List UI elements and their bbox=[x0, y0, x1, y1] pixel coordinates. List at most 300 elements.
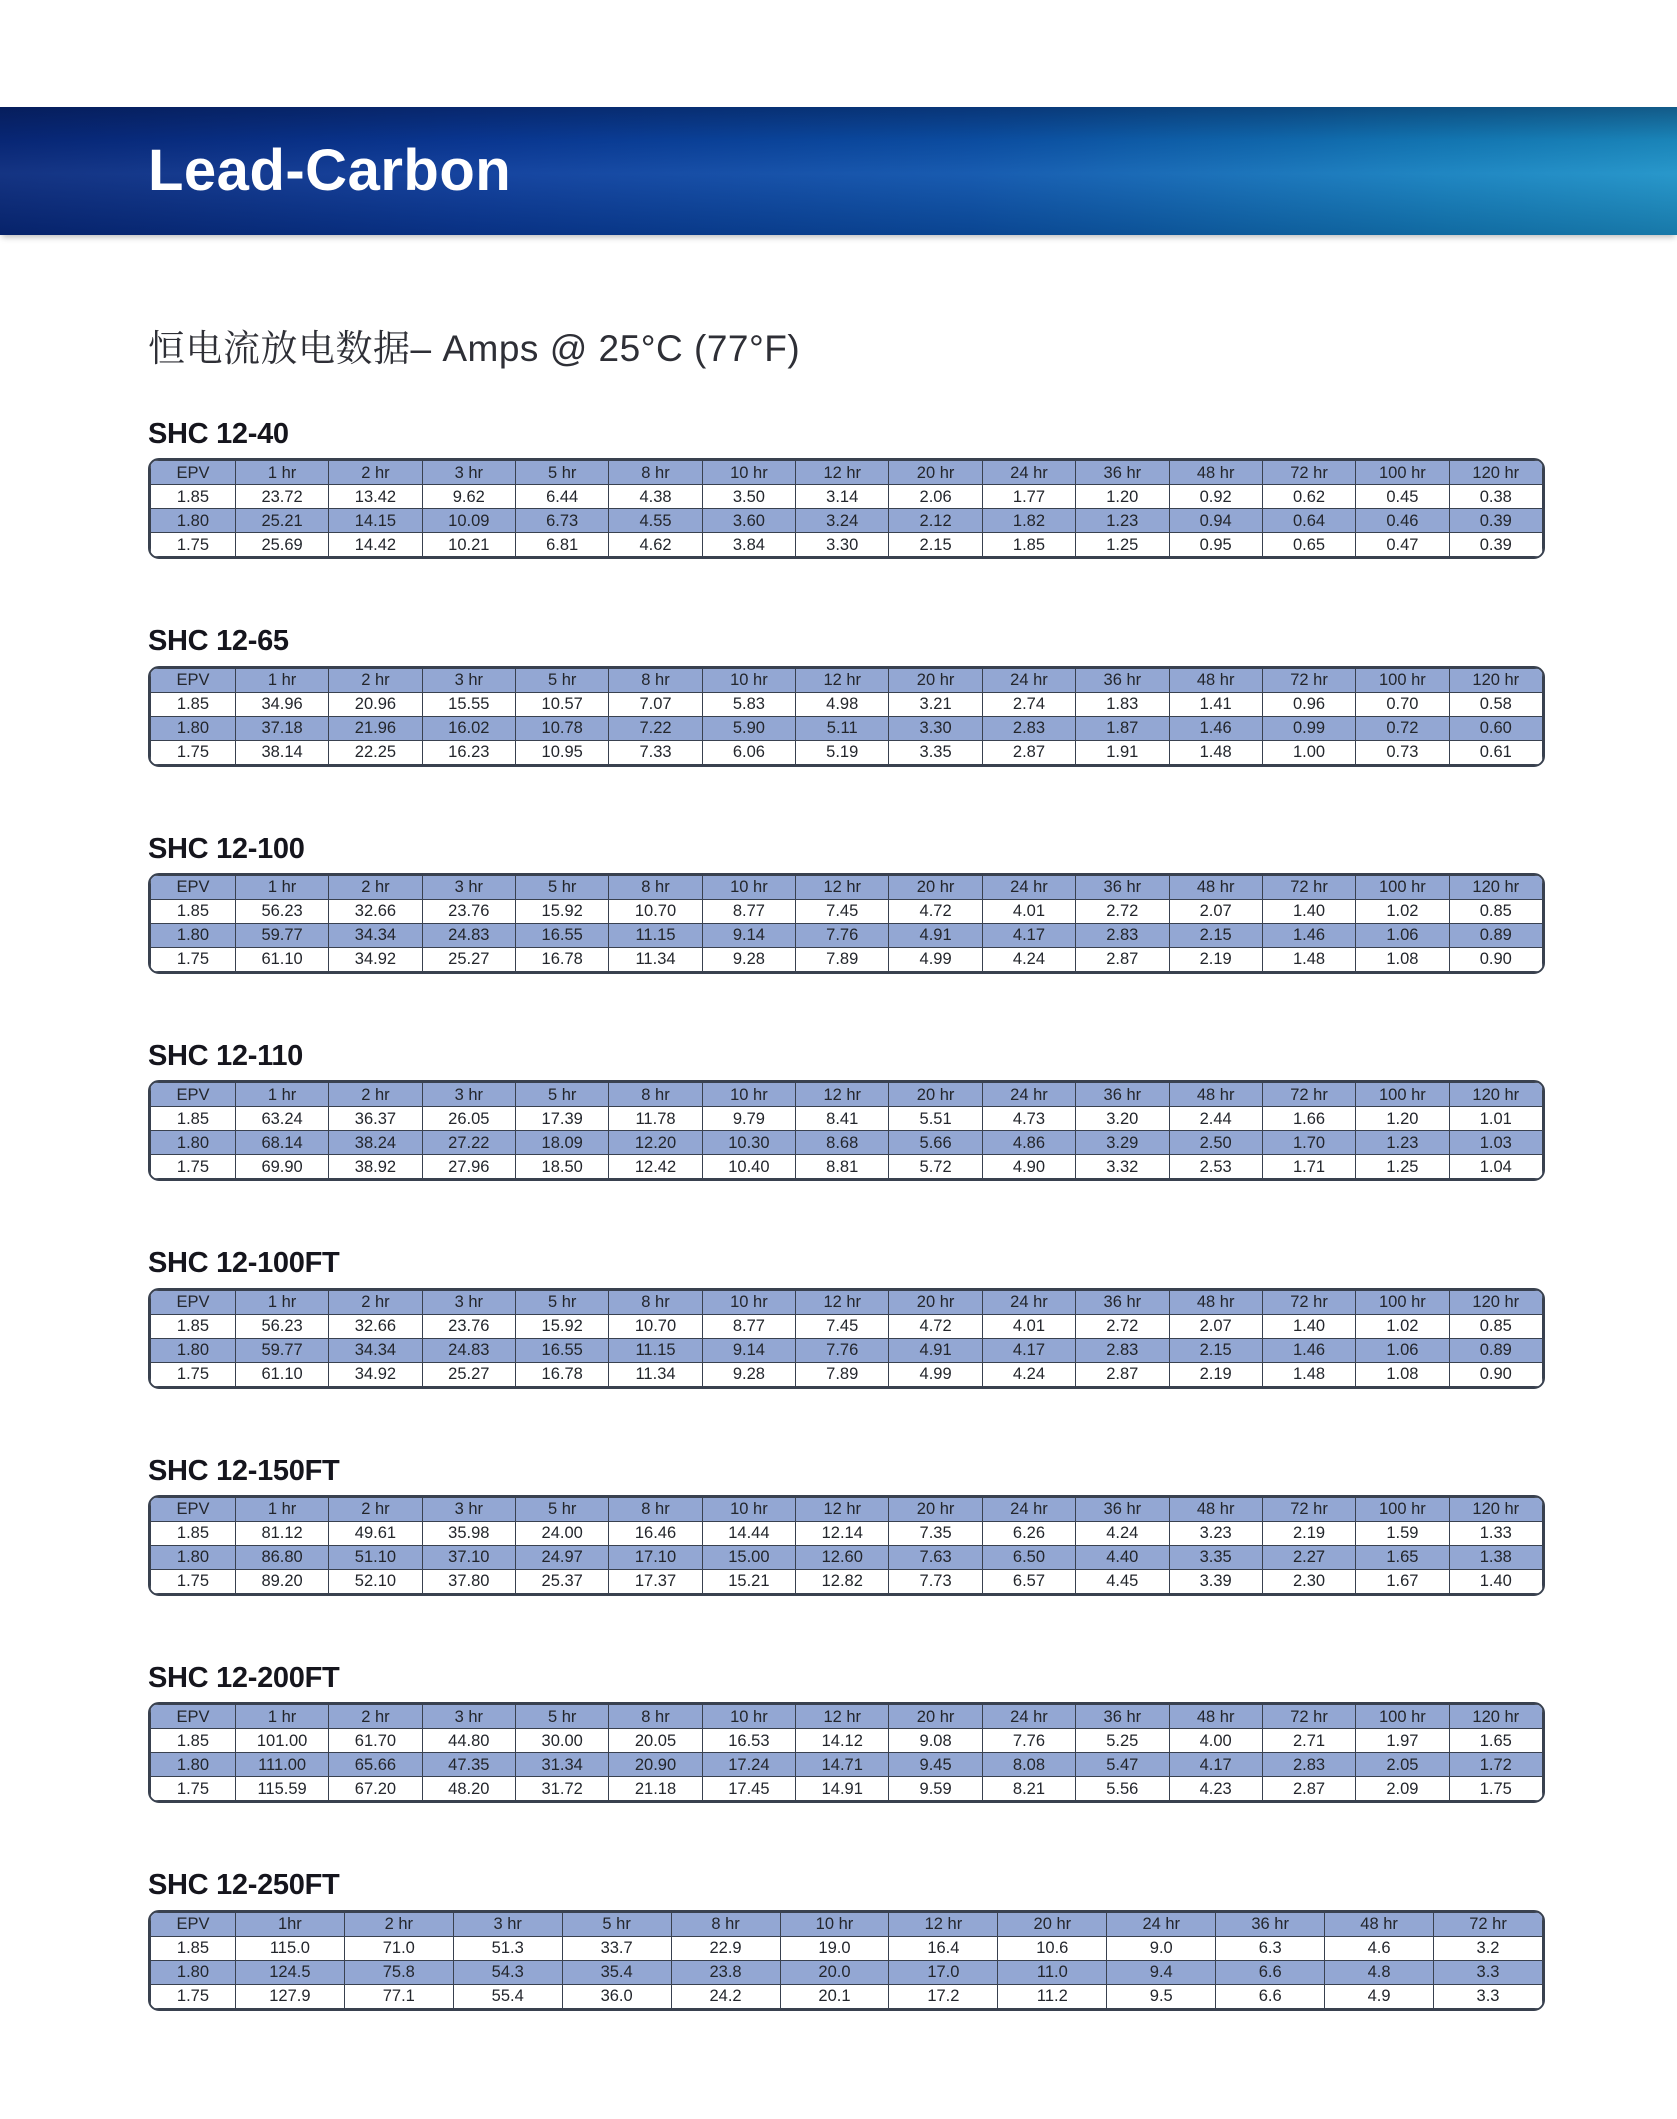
value-cell: 35.98 bbox=[422, 1522, 515, 1546]
column-header-cell: 1 hr bbox=[235, 461, 328, 485]
value-cell: 14.42 bbox=[329, 533, 422, 557]
value-cell: 32.66 bbox=[329, 900, 422, 924]
value-cell: 5.72 bbox=[889, 1155, 982, 1179]
value-cell: 1.40 bbox=[1449, 1570, 1542, 1594]
value-cell: 2.87 bbox=[1076, 1362, 1169, 1386]
value-cell: 6.44 bbox=[515, 485, 608, 509]
value-cell: 5.47 bbox=[1076, 1753, 1169, 1777]
discharge-data-table bbox=[150, 460, 1543, 557]
value-cell: 1.23 bbox=[1076, 509, 1169, 533]
value-cell: 6.81 bbox=[515, 533, 608, 557]
value-cell: 1.72 bbox=[1449, 1753, 1542, 1777]
value-cell: 11.15 bbox=[609, 1338, 702, 1362]
value-cell: 17.0 bbox=[889, 1960, 998, 1984]
value-cell: 34.92 bbox=[329, 948, 422, 972]
value-cell: 89.20 bbox=[235, 1570, 328, 1594]
value-cell: 2.19 bbox=[1169, 1362, 1262, 1386]
section-heading: 恒电流放电数据– Amps @ 25°C (77°F) bbox=[148, 328, 801, 369]
value-cell: 24.00 bbox=[515, 1522, 608, 1546]
value-cell: 127.9 bbox=[235, 1984, 344, 2008]
column-header-cell: 36 hr bbox=[1216, 1912, 1325, 1936]
value-cell: 55.4 bbox=[453, 1984, 562, 2008]
value-cell: 16.23 bbox=[422, 740, 515, 764]
value-cell: 1.97 bbox=[1356, 1729, 1449, 1753]
column-header-cell: 20 hr bbox=[889, 876, 982, 900]
value-cell: 5.51 bbox=[889, 1107, 982, 1131]
column-header-cell: 36 hr bbox=[1076, 876, 1169, 900]
value-cell: 16.53 bbox=[702, 1729, 795, 1753]
value-cell: 11.78 bbox=[609, 1107, 702, 1131]
column-header-cell: 10 hr bbox=[702, 876, 795, 900]
value-cell: 2.83 bbox=[1076, 1338, 1169, 1362]
value-cell: 25.69 bbox=[235, 533, 328, 557]
value-cell: 0.58 bbox=[1449, 692, 1542, 716]
value-cell: 7.45 bbox=[796, 1314, 889, 1338]
value-cell: 6.6 bbox=[1216, 1984, 1325, 2008]
value-cell: 4.45 bbox=[1076, 1570, 1169, 1594]
value-cell: 9.62 bbox=[422, 485, 515, 509]
value-cell: 20.1 bbox=[780, 1984, 889, 2008]
data-row bbox=[151, 1960, 1543, 1984]
value-cell: 12.42 bbox=[609, 1155, 702, 1179]
value-cell: 16.46 bbox=[609, 1522, 702, 1546]
value-cell: 13.42 bbox=[329, 485, 422, 509]
table-title: SHC 12-200FT bbox=[148, 1662, 340, 1695]
column-header-cell: 5 hr bbox=[515, 876, 608, 900]
column-header-cell: 1 hr bbox=[235, 1705, 328, 1729]
header-row bbox=[151, 668, 1543, 692]
epv-cell: 1.75 bbox=[151, 1362, 236, 1386]
value-cell: 63.24 bbox=[235, 1107, 328, 1131]
header-row bbox=[151, 1083, 1543, 1107]
value-cell: 4.17 bbox=[982, 924, 1075, 948]
discharge-data-table bbox=[150, 1704, 1543, 1801]
value-cell: 1.83 bbox=[1076, 692, 1169, 716]
value-cell: 26.05 bbox=[422, 1107, 515, 1131]
value-cell: 5.66 bbox=[889, 1131, 982, 1155]
value-cell: 1.91 bbox=[1076, 740, 1169, 764]
table-title: SHC 12-250FT bbox=[148, 1869, 340, 1902]
value-cell: 0.85 bbox=[1449, 900, 1542, 924]
value-cell: 4.72 bbox=[889, 900, 982, 924]
column-header-cell: 5 hr bbox=[515, 1290, 608, 1314]
value-cell: 2.30 bbox=[1262, 1570, 1355, 1594]
column-header-cell: 24 hr bbox=[982, 1705, 1075, 1729]
value-cell: 38.24 bbox=[329, 1131, 422, 1155]
value-cell: 1.41 bbox=[1169, 692, 1262, 716]
epv-cell: 1.80 bbox=[151, 1546, 236, 1570]
value-cell: 0.62 bbox=[1262, 485, 1355, 509]
column-header-cell: 120 hr bbox=[1449, 668, 1542, 692]
value-cell: 54.3 bbox=[453, 1960, 562, 1984]
value-cell: 30.00 bbox=[515, 1729, 608, 1753]
value-cell: 2.87 bbox=[982, 740, 1075, 764]
column-header-cell: 10 hr bbox=[702, 1498, 795, 1522]
column-header-cell: 72 hr bbox=[1262, 1498, 1355, 1522]
column-header-cell: 120 hr bbox=[1449, 461, 1542, 485]
epv-cell: 1.75 bbox=[151, 1155, 236, 1179]
column-header-cell: 1 hr bbox=[235, 668, 328, 692]
data-row bbox=[151, 1107, 1543, 1131]
column-header-cell: 72 hr bbox=[1262, 1705, 1355, 1729]
column-header-cell: 48 hr bbox=[1325, 1912, 1434, 1936]
value-cell: 9.14 bbox=[702, 924, 795, 948]
value-cell: 2.15 bbox=[889, 533, 982, 557]
table-wrapper bbox=[148, 666, 1545, 767]
value-cell: 9.59 bbox=[889, 1777, 982, 1801]
value-cell: 24.2 bbox=[671, 1984, 780, 2008]
value-cell: 2.19 bbox=[1262, 1522, 1355, 1546]
value-cell: 7.76 bbox=[796, 1338, 889, 1362]
value-cell: 3.3 bbox=[1434, 1984, 1543, 2008]
value-cell: 3.35 bbox=[1169, 1546, 1262, 1570]
column-header-cell: 10 hr bbox=[702, 1083, 795, 1107]
column-header-cell: 100 hr bbox=[1356, 876, 1449, 900]
value-cell: 4.9 bbox=[1325, 1984, 1434, 2008]
value-cell: 61.70 bbox=[329, 1729, 422, 1753]
column-header-cell: 10 hr bbox=[702, 461, 795, 485]
column-header-cell: 12 hr bbox=[796, 1498, 889, 1522]
value-cell: 2.12 bbox=[889, 509, 982, 533]
header-row bbox=[151, 876, 1543, 900]
value-cell: 17.37 bbox=[609, 1570, 702, 1594]
header-row bbox=[151, 1498, 1543, 1522]
table-section bbox=[148, 1247, 1545, 1388]
value-cell: 14.91 bbox=[796, 1777, 889, 1801]
content-area bbox=[148, 318, 1545, 2077]
value-cell: 56.23 bbox=[235, 900, 328, 924]
value-cell: 1.01 bbox=[1449, 1107, 1542, 1131]
value-cell: 4.99 bbox=[889, 1362, 982, 1386]
value-cell: 25.27 bbox=[422, 948, 515, 972]
value-cell: 4.55 bbox=[609, 509, 702, 533]
value-cell: 115.0 bbox=[235, 1936, 344, 1960]
value-cell: 1.40 bbox=[1262, 900, 1355, 924]
value-cell: 4.72 bbox=[889, 1314, 982, 1338]
value-cell: 3.2 bbox=[1434, 1936, 1543, 1960]
column-header-cell: 10 hr bbox=[702, 1290, 795, 1314]
value-cell: 8.81 bbox=[796, 1155, 889, 1179]
value-cell: 20.90 bbox=[609, 1753, 702, 1777]
value-cell: 15.55 bbox=[422, 692, 515, 716]
column-header-cell: 72 hr bbox=[1262, 461, 1355, 485]
value-cell: 1.82 bbox=[982, 509, 1075, 533]
value-cell: 4.01 bbox=[982, 900, 1075, 924]
value-cell: 2.72 bbox=[1076, 900, 1169, 924]
data-row bbox=[151, 692, 1543, 716]
value-cell: 3.50 bbox=[702, 485, 795, 509]
epv-cell: 1.75 bbox=[151, 1777, 236, 1801]
column-header-cell: EPV bbox=[151, 668, 236, 692]
value-cell: 2.53 bbox=[1169, 1155, 1262, 1179]
value-cell: 4.91 bbox=[889, 924, 982, 948]
value-cell: 1.46 bbox=[1262, 924, 1355, 948]
value-cell: 47.35 bbox=[422, 1753, 515, 1777]
value-cell: 37.80 bbox=[422, 1570, 515, 1594]
value-cell: 0.90 bbox=[1449, 1362, 1542, 1386]
value-cell: 17.24 bbox=[702, 1753, 795, 1777]
value-cell: 2.19 bbox=[1169, 948, 1262, 972]
value-cell: 17.45 bbox=[702, 1777, 795, 1801]
epv-cell: 1.80 bbox=[151, 509, 236, 533]
value-cell: 14.15 bbox=[329, 509, 422, 533]
value-cell: 10.30 bbox=[702, 1131, 795, 1155]
value-cell: 11.15 bbox=[609, 924, 702, 948]
data-row bbox=[151, 485, 1543, 509]
column-header-cell: 100 hr bbox=[1356, 1290, 1449, 1314]
column-header-cell: 48 hr bbox=[1169, 461, 1262, 485]
value-cell: 0.61 bbox=[1449, 740, 1542, 764]
value-cell: 3.30 bbox=[796, 533, 889, 557]
value-cell: 1.23 bbox=[1356, 1131, 1449, 1155]
column-header-cell: 10 hr bbox=[702, 1705, 795, 1729]
column-header-cell: 20 hr bbox=[889, 1290, 982, 1314]
value-cell: 12.20 bbox=[609, 1131, 702, 1155]
tables-container bbox=[148, 418, 1545, 2011]
value-cell: 9.14 bbox=[702, 1338, 795, 1362]
value-cell: 10.09 bbox=[422, 509, 515, 533]
value-cell: 77.1 bbox=[344, 1984, 453, 2008]
value-cell: 1.20 bbox=[1076, 485, 1169, 509]
column-header-cell: 3 hr bbox=[422, 1290, 515, 1314]
column-header-cell: 72 hr bbox=[1262, 668, 1355, 692]
epv-cell: 1.80 bbox=[151, 1960, 236, 1984]
table-wrapper bbox=[148, 458, 1545, 559]
value-cell: 49.61 bbox=[329, 1522, 422, 1546]
discharge-data-table bbox=[150, 1082, 1543, 1179]
value-cell: 1.04 bbox=[1449, 1155, 1542, 1179]
table-section bbox=[148, 1040, 1545, 1181]
table-section bbox=[148, 1455, 1545, 1596]
value-cell: 23.76 bbox=[422, 900, 515, 924]
discharge-data-table bbox=[150, 875, 1543, 972]
column-header-cell: 3 hr bbox=[422, 668, 515, 692]
value-cell: 6.6 bbox=[1216, 1960, 1325, 1984]
epv-cell: 1.85 bbox=[151, 1729, 236, 1753]
value-cell: 3.23 bbox=[1169, 1522, 1262, 1546]
column-header-cell: 36 hr bbox=[1076, 1290, 1169, 1314]
value-cell: 27.96 bbox=[422, 1155, 515, 1179]
value-cell: 27.22 bbox=[422, 1131, 515, 1155]
value-cell: 10.40 bbox=[702, 1155, 795, 1179]
value-cell: 4.86 bbox=[982, 1131, 1075, 1155]
value-cell: 0.39 bbox=[1449, 533, 1542, 557]
column-header-cell: 120 hr bbox=[1449, 876, 1542, 900]
value-cell: 2.83 bbox=[1262, 1753, 1355, 1777]
column-header-cell: 20 hr bbox=[889, 1705, 982, 1729]
column-header-cell: 8 hr bbox=[609, 1083, 702, 1107]
value-cell: 24.97 bbox=[515, 1546, 608, 1570]
epv-cell: 1.75 bbox=[151, 740, 236, 764]
value-cell: 1.02 bbox=[1356, 1314, 1449, 1338]
value-cell: 0.70 bbox=[1356, 692, 1449, 716]
column-header-cell: 1 hr bbox=[235, 1083, 328, 1107]
data-row bbox=[151, 1522, 1543, 1546]
value-cell: 0.64 bbox=[1262, 509, 1355, 533]
value-cell: 4.73 bbox=[982, 1107, 1075, 1131]
table-section bbox=[148, 625, 1545, 766]
value-cell: 59.77 bbox=[235, 1338, 328, 1362]
column-header-cell: 8 hr bbox=[609, 1705, 702, 1729]
column-header-cell: 120 hr bbox=[1449, 1290, 1542, 1314]
value-cell: 61.10 bbox=[235, 1362, 328, 1386]
value-cell: 2.87 bbox=[1262, 1777, 1355, 1801]
value-cell: 36.0 bbox=[562, 1984, 671, 2008]
column-header-cell: 2 hr bbox=[329, 1290, 422, 1314]
data-row bbox=[151, 1753, 1543, 1777]
data-row bbox=[151, 1777, 1543, 1801]
value-cell: 5.90 bbox=[702, 716, 795, 740]
header-row bbox=[151, 1705, 1543, 1729]
value-cell: 1.87 bbox=[1076, 716, 1169, 740]
value-cell: 0.72 bbox=[1356, 716, 1449, 740]
value-cell: 34.96 bbox=[235, 692, 328, 716]
column-header-cell: 1hr bbox=[235, 1912, 344, 1936]
column-header-cell: 48 hr bbox=[1169, 1498, 1262, 1522]
column-header-cell: 3 hr bbox=[422, 876, 515, 900]
value-cell: 9.5 bbox=[1107, 1984, 1216, 2008]
epv-cell: 1.80 bbox=[151, 924, 236, 948]
value-cell: 0.95 bbox=[1169, 533, 1262, 557]
value-cell: 2.15 bbox=[1169, 924, 1262, 948]
value-cell: 7.07 bbox=[609, 692, 702, 716]
epv-cell: 1.85 bbox=[151, 1107, 236, 1131]
value-cell: 25.27 bbox=[422, 1362, 515, 1386]
value-cell: 5.83 bbox=[702, 692, 795, 716]
value-cell: 3.14 bbox=[796, 485, 889, 509]
value-cell: 3.39 bbox=[1169, 1570, 1262, 1594]
column-header-cell: 20 hr bbox=[889, 668, 982, 692]
value-cell: 37.18 bbox=[235, 716, 328, 740]
value-cell: 1.67 bbox=[1356, 1570, 1449, 1594]
value-cell: 4.8 bbox=[1325, 1960, 1434, 1984]
value-cell: 1.08 bbox=[1356, 948, 1449, 972]
value-cell: 4.01 bbox=[982, 1314, 1075, 1338]
value-cell: 0.38 bbox=[1449, 485, 1542, 509]
value-cell: 3.3 bbox=[1434, 1960, 1543, 1984]
column-header-cell: 2 hr bbox=[329, 1705, 422, 1729]
data-row bbox=[151, 1570, 1543, 1594]
value-cell: 16.4 bbox=[889, 1936, 998, 1960]
column-header-cell: 12 hr bbox=[796, 876, 889, 900]
value-cell: 15.21 bbox=[702, 1570, 795, 1594]
table-title: SHC 12-65 bbox=[148, 625, 289, 658]
value-cell: 1.66 bbox=[1262, 1107, 1355, 1131]
value-cell: 4.00 bbox=[1169, 1729, 1262, 1753]
value-cell: 111.00 bbox=[235, 1753, 328, 1777]
value-cell: 6.26 bbox=[982, 1522, 1075, 1546]
value-cell: 0.94 bbox=[1169, 509, 1262, 533]
value-cell: 51.10 bbox=[329, 1546, 422, 1570]
value-cell: 7.76 bbox=[796, 924, 889, 948]
column-header-cell: 36 hr bbox=[1076, 1498, 1169, 1522]
value-cell: 34.92 bbox=[329, 1362, 422, 1386]
column-header-cell: EPV bbox=[151, 1083, 236, 1107]
column-header-cell: 2 hr bbox=[329, 668, 422, 692]
value-cell: 2.83 bbox=[982, 716, 1075, 740]
value-cell: 6.06 bbox=[702, 740, 795, 764]
value-cell: 61.10 bbox=[235, 948, 328, 972]
value-cell: 16.02 bbox=[422, 716, 515, 740]
value-cell: 17.2 bbox=[889, 1984, 998, 2008]
epv-cell: 1.75 bbox=[151, 948, 236, 972]
column-header-cell: 72 hr bbox=[1262, 876, 1355, 900]
value-cell: 0.89 bbox=[1449, 924, 1542, 948]
column-header-cell: 36 hr bbox=[1076, 668, 1169, 692]
column-header-cell: 5 hr bbox=[515, 1083, 608, 1107]
column-header-cell: 24 hr bbox=[982, 1498, 1075, 1522]
column-header-cell: EPV bbox=[151, 1498, 236, 1522]
value-cell: 20.96 bbox=[329, 692, 422, 716]
header-row bbox=[151, 1912, 1543, 1936]
value-cell: 4.40 bbox=[1076, 1546, 1169, 1570]
epv-cell: 1.80 bbox=[151, 1338, 236, 1362]
value-cell: 6.73 bbox=[515, 509, 608, 533]
value-cell: 22.25 bbox=[329, 740, 422, 764]
value-cell: 11.34 bbox=[609, 1362, 702, 1386]
column-header-cell: 5 hr bbox=[515, 668, 608, 692]
value-cell: 25.21 bbox=[235, 509, 328, 533]
epv-cell: 1.75 bbox=[151, 533, 236, 557]
data-row bbox=[151, 1936, 1543, 1960]
epv-cell: 1.80 bbox=[151, 1753, 236, 1777]
table-title: SHC 12-110 bbox=[148, 1040, 303, 1073]
value-cell: 9.0 bbox=[1107, 1936, 1216, 1960]
value-cell: 3.21 bbox=[889, 692, 982, 716]
value-cell: 4.17 bbox=[1169, 1753, 1262, 1777]
column-header-cell: 72 hr bbox=[1434, 1912, 1543, 1936]
value-cell: 1.03 bbox=[1449, 1131, 1542, 1155]
value-cell: 0.46 bbox=[1356, 509, 1449, 533]
value-cell: 15.92 bbox=[515, 900, 608, 924]
value-cell: 7.76 bbox=[982, 1729, 1075, 1753]
value-cell: 14.12 bbox=[796, 1729, 889, 1753]
value-cell: 1.06 bbox=[1356, 1338, 1449, 1362]
value-cell: 4.91 bbox=[889, 1338, 982, 1362]
value-cell: 101.00 bbox=[235, 1729, 328, 1753]
value-cell: 0.90 bbox=[1449, 948, 1542, 972]
value-cell: 1.46 bbox=[1169, 716, 1262, 740]
value-cell: 1.85 bbox=[982, 533, 1075, 557]
value-cell: 1.77 bbox=[982, 485, 1075, 509]
column-header-cell: 5 hr bbox=[562, 1912, 671, 1936]
value-cell: 7.35 bbox=[889, 1522, 982, 1546]
value-cell: 8.77 bbox=[702, 900, 795, 924]
value-cell: 9.08 bbox=[889, 1729, 982, 1753]
value-cell: 2.74 bbox=[982, 692, 1075, 716]
header-row bbox=[151, 1290, 1543, 1314]
table-wrapper bbox=[148, 1495, 1545, 1596]
value-cell: 48.20 bbox=[422, 1777, 515, 1801]
table-title: SHC 12-100FT bbox=[148, 1247, 340, 1280]
column-header-cell: 48 hr bbox=[1169, 1083, 1262, 1107]
data-row bbox=[151, 900, 1543, 924]
value-cell: 7.22 bbox=[609, 716, 702, 740]
value-cell: 18.09 bbox=[515, 1131, 608, 1155]
value-cell: 34.34 bbox=[329, 924, 422, 948]
value-cell: 4.6 bbox=[1325, 1936, 1434, 1960]
column-header-cell: 48 hr bbox=[1169, 668, 1262, 692]
value-cell: 11.34 bbox=[609, 948, 702, 972]
value-cell: 10.70 bbox=[609, 900, 702, 924]
value-cell: 2.87 bbox=[1076, 948, 1169, 972]
table-section bbox=[148, 418, 1545, 559]
column-header-cell: 24 hr bbox=[982, 668, 1075, 692]
value-cell: 1.20 bbox=[1356, 1107, 1449, 1131]
value-cell: 0.47 bbox=[1356, 533, 1449, 557]
value-cell: 1.65 bbox=[1356, 1546, 1449, 1570]
discharge-data-table bbox=[150, 1912, 1543, 2009]
